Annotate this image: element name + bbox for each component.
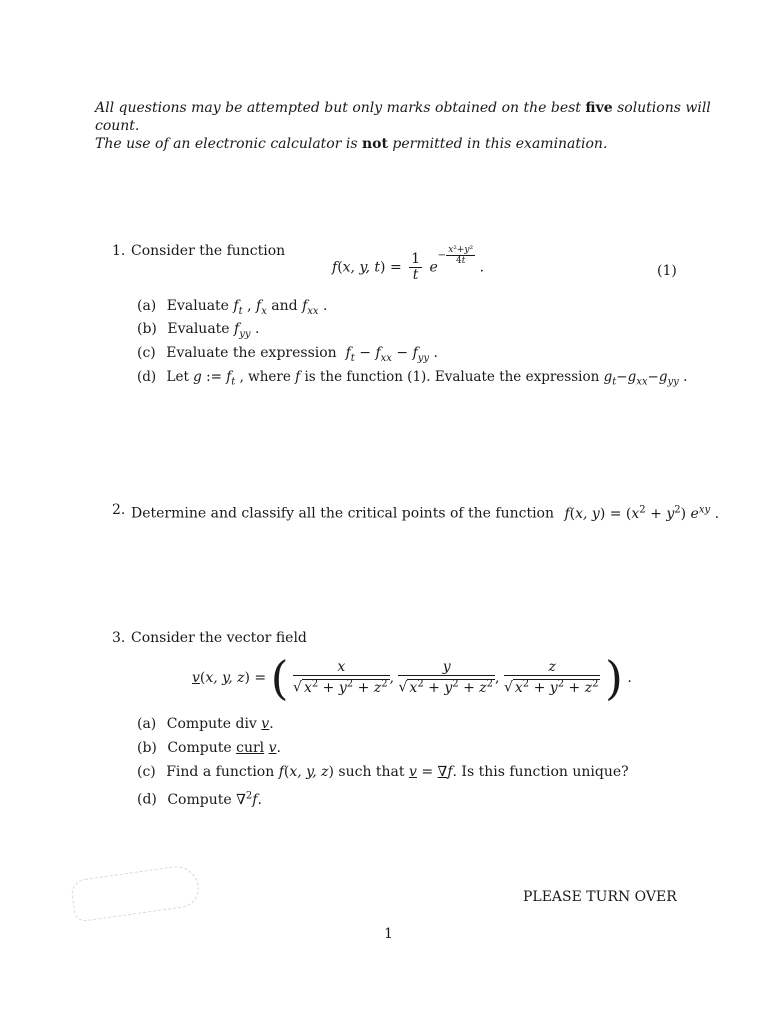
part-label: (a) [137, 716, 157, 732]
part-label: (c) [137, 345, 156, 361]
q3-part-d: (d) Compute ∇$^2$f. [137, 790, 262, 808]
part-label: (b) [137, 321, 157, 337]
part-label: (b) [137, 740, 157, 756]
instructions-line-1: All questions may be attempted but only marks obtained on the best five solutions will [95, 100, 711, 116]
smudge-mark [70, 863, 202, 922]
part-label: (a) [137, 298, 157, 314]
q1-part-a: (a) Evaluate $f_t$ , $f_x$ and $f_{xx}$ . [137, 298, 328, 317]
q2-number: 2. [112, 502, 126, 518]
q3-part-c: (c) Find a function f(x, y, z) such that v = ∇f. Is this function unique? [137, 764, 629, 780]
q2-text: Determine and classify all the critical points of the function f(x, $y) = (x^2 + y^2)$ $e^{xy}$ . [131, 504, 720, 522]
part-label: (d) [137, 369, 157, 385]
q1-number: 1. [112, 243, 126, 259]
q3-vector-field-equation: v(x, y, z) = ( $\frac{x}{√ x^2 + y^2 + z^2}$ , $\frac{y}{√ x^2 + y^2 + z^2}$ , $\frac{z}{√ x^2 + y^2 + z^2}$ ) . [192, 651, 632, 705]
q1-part-b: (b) Evaluate $f_{yy}$ . [137, 321, 260, 340]
q3-intro: Consider the vector field [131, 630, 307, 646]
q3-number: 3. [112, 630, 126, 646]
page-number: 1 [384, 926, 393, 942]
q1-part-d: (d) Let g := $f_t$ , where f is the function (1). Evaluate the expression $g_t-g_{xx}-g_{yy}$ . [137, 369, 688, 388]
q3-part-a: (a) Compute div v. [137, 716, 274, 732]
q3-part-b: (b) Compute curl v. [137, 740, 281, 756]
q1-intro: Consider the function [131, 243, 286, 259]
instructions-line-3: The use of an electronic calculator is not permitted in this examination. [95, 136, 608, 152]
part-label: (c) [137, 764, 156, 780]
q1-equation-label: (1) [657, 263, 677, 279]
instructions-line-2: count. [95, 118, 140, 134]
part-label: (d) [137, 791, 157, 808]
please-turn-over: PLEASE TURN OVER [523, 889, 677, 905]
q1-part-c: (c) Evaluate the expression $f_t - f_{xx} - f_{yy}$ . [137, 345, 438, 364]
q1-equation: f(x, y, t) = $\frac{1}{t}$ $e^{- \frac{\text{x²+y²}}{4t}}$ . [332, 244, 485, 283]
